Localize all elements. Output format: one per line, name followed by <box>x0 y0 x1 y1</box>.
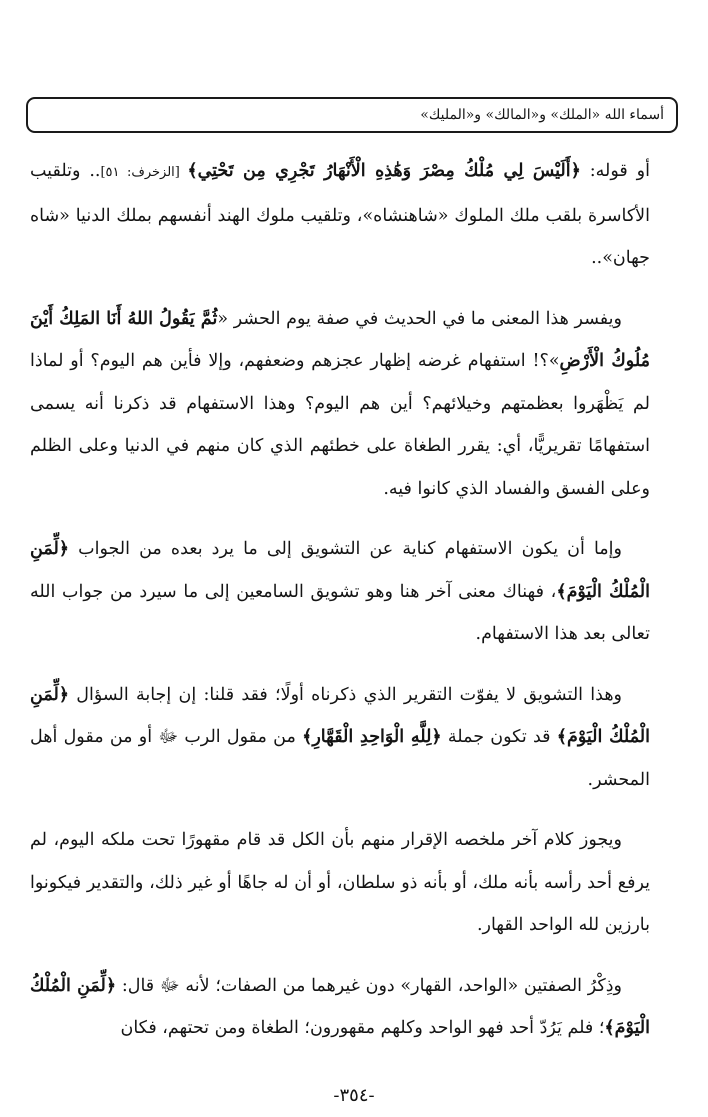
verse-citation: [الزخرف: ٥١] <box>100 165 188 180</box>
text-segment: ؛ فلم يَرُدّ أحد فهو الواحد وكلهم مقهورون؛ الطغاة ومن تحتهم، فكان <box>120 1018 605 1038</box>
quran-verse: ﴿أَلَيْسَ لِي مُلْكُ مِصْرَ وَهَٰذِهِ الْأَنْهَارُ تَجْرِي مِن تَحْتِي﴾ <box>187 161 581 181</box>
page-number: -٣٥٤- <box>333 1085 375 1106</box>
text-segment: أو قوله: <box>580 161 650 181</box>
text-segment: من مقول الرب ﷻ أو من مقول أهل المحشر. <box>30 727 650 790</box>
text-segment: ، فهناك معنى آخر هنا وهو تشويق السامعين إلى ما سيرد من جواب الله تعالى بعد هذا الاستفهام. <box>30 581 650 644</box>
paragraph <box>30 819 650 947</box>
text-segment: وإما أن يكون الاستفهام كناية عن التشويق إلى ما يرد بعده من الجواب <box>69 539 622 559</box>
paragraph <box>30 298 650 511</box>
text-segment: وهذا التشويق لا يفوّت التقرير الذي ذكرناه أولًا؛ فقد قلنا: إن إجابة السؤال <box>69 684 622 705</box>
paragraph <box>30 674 650 802</box>
text-segment: .. وتلقيب الأكاسرة بلقب ملك الملوك «شاهنشاه»، وتلقيب ملوك الهند أنفسهم بملك الدنيا «شاه جهان».. <box>30 161 650 268</box>
text-segment: وذِكْرُ الصفتين «الواحد، القهار» دون غيرهما من الصفات؛ لأنه ﷻ قال: <box>116 975 622 996</box>
hadith-quote: ثُمَّ يَقُولُ اللهُ أَنَا المَلِكُ أَيْنَ مُلُوكُ الْأَرْضِ <box>30 308 650 371</box>
paragraph <box>30 150 650 280</box>
text-segment: قد تكون جملة <box>441 727 557 747</box>
quran-verse: ﴿لِّمَنِ الْمُلْكُ الْيَوْمَ﴾ <box>30 975 650 1038</box>
paragraph <box>30 528 650 656</box>
running-header <box>26 97 678 133</box>
header-title: أسماء الله «الملك» و«المالك» و«المليك» <box>420 107 664 123</box>
body-text <box>30 150 650 1068</box>
text-segment: ويفسر هذا المعنى ما في الحديث في صفة يوم الحشر « <box>217 308 622 329</box>
text-segment: »؟! استفهام غرضه إظهار عجزهم وضعفهم، وإلا فأين هم اليوم؟ أو لماذا لم يَظْهَروا بعظمتهم وخيلائهم؟ أين هم اليوم؟ وهذا الاستفهام قد ذكرنا أنه يسمى استفهامًا تقريريًّا، أي: يقرر الطغاة على خطئهم الذي كان منهم في الدنيا وعلى الظلم وعلى الفسق والفساد الذي كانوا فيه. <box>30 351 650 499</box>
quran-verse: ﴿لِّمَنِ الْمُلْكُ الْيَوْمَ﴾ <box>30 684 651 747</box>
text-segment: ويجوز كلام آخر ملخصه الإقرار منهم بأن الكل قد قام مقهورًا تحت ملكه اليوم، لم يرفع أحد رأسه بأنه ملك، أو بأنه ذو سلطان، أو أن له جاهًا أو غير ذلك، والتقدير فيكونوا بارزين لله الواحد القهار. <box>30 830 650 935</box>
quran-verse: ﴿لِّمَنِ الْمُلْكُ الْيَوْمَ﴾ <box>30 539 650 602</box>
quran-verse: ﴿لِلَّهِ الْوَاحِدِ الْقَهَّارِ﴾ <box>302 727 442 747</box>
paragraph <box>30 965 650 1050</box>
